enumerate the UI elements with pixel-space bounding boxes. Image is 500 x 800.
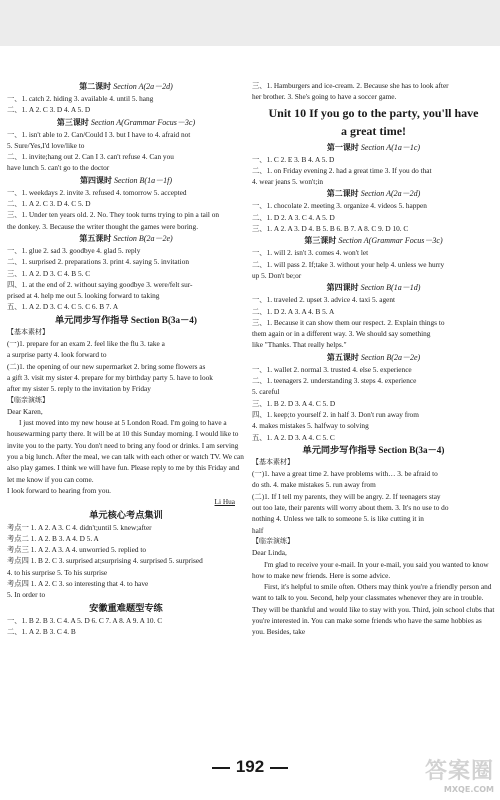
page-number: 192	[235, 757, 265, 776]
answer-line: up 5. Don't be;or	[252, 270, 302, 280]
material-label: 【临亲演练】	[7, 395, 49, 404]
section-heading-en: Section B(2a－2e)	[360, 352, 421, 362]
section-heading-cn: 第三课时	[304, 236, 337, 246]
section-heading-en: Section B(3a－4)	[378, 444, 445, 455]
answer-line: half	[252, 525, 264, 535]
section-heading-en: Section B(2a－2e)	[113, 233, 173, 243]
answer-line: 三、1. A 2. A 3. D 4. B 5. B 6. B 7. A 8. C 9. D 10. C	[252, 224, 409, 234]
material-label: 【基本素材】	[7, 327, 49, 336]
section-heading-en: Section A(2a－2d)	[113, 82, 173, 91]
section-heading-en: Section B(3a－4)	[130, 314, 197, 325]
answer-line: 三、1. Hamburgers and ice-cream. 2. Because she has to look after	[252, 81, 449, 90]
answer-line: 4. makes mistakes 5. halfway to solving	[252, 421, 369, 431]
section-heading	[7, 116, 245, 129]
section-heading-cn: 第一课时	[326, 142, 359, 152]
answer-line: 二、1. D 2. A 3. C 4. A 5. D	[252, 212, 335, 222]
essay-paragraph: I'm glad to receive your e-mail. In your e-mail, you said you wanted to know how to make new friends. Here is some advice.	[252, 559, 489, 580]
answer-line: 考点四 1. B 2. C 3. surprised at;surprising 4. surprised 5. surprised	[7, 556, 203, 566]
right-column	[252, 80, 495, 638]
essay-paragraph: First, it's helpful to smile often. Others may think you're a friendly person and want to talk to you. Second, help your classmates whenever they are in trouble. They will be thankful and would like to stay with you. Third, join school clubs that you're interested in. You can make some friends who have the same hobbies as you. Besides, take	[252, 582, 495, 637]
answer-line: them again or in a different way. 3. We should say something	[252, 329, 431, 339]
answer-line: 三、1. Under ten years old. 2. No. They took turns trying to pin a tail on	[7, 210, 220, 220]
section-heading	[252, 443, 495, 457]
answer-line: 二、1. A 2. C 3. D 4. C 5. D	[7, 199, 91, 209]
section-heading-cn: 第四课时	[80, 175, 112, 185]
unit-title: Unit 10 If you go to the party, you'll have	[268, 105, 479, 120]
unit-title: a great time!	[340, 123, 407, 138]
answer-line: Dear Karen,	[7, 406, 43, 416]
answer-line: 二、1. teenagers 2. understanding 3. steps 4. experience	[252, 376, 417, 386]
section-heading-en: Section A(Grammar Focus－3c)	[90, 117, 196, 127]
answer-line: after my sister 5. reply to the invitation by Friday	[7, 384, 151, 394]
section-heading-en: Section A(2a－2d)	[360, 189, 421, 199]
section-heading-cn: 第四课时	[326, 283, 359, 293]
section-heading	[7, 232, 245, 245]
answer-line: (二)1. If I tell my parents, they will be angry. 2. If teenagers stay	[252, 491, 441, 501]
section-heading-cn: 安徽重难题型专练	[89, 602, 163, 613]
section-heading-cn: 第二课时	[79, 82, 112, 91]
answer-line: 4. to his surprise 5. To his surprise	[7, 567, 108, 577]
essay-signature: Li Hua	[214, 497, 235, 507]
answer-line: 二、1. invite;hang out 2. Can I 3. can't refuse 4. Can you	[7, 152, 174, 162]
section-heading-en: Section A(1a－1c)	[360, 142, 421, 152]
answer-line: 三、1. B 2. D 3. A 4. C 5. D	[252, 398, 336, 408]
answer-line: I look forward to hearing from you.	[7, 485, 111, 495]
section-heading	[7, 174, 245, 187]
answer-line: 5. In order to	[7, 590, 46, 600]
section-heading-cn: 单元核心考点集训	[89, 509, 163, 520]
section-heading-cn: 第五课时	[326, 352, 359, 362]
answer-line: 一、1. glue 2. sad 3. goodbye 4. glad 5. reply	[7, 245, 141, 255]
answer-line: have lunch 5. can't go to the doctor	[7, 163, 110, 173]
answer-line: 5. Sure/Yes,I'd love/like to	[7, 140, 85, 150]
answer-line: 一、1. chocolate 2. meeting 3. organize 4. videos 5. happen	[252, 201, 427, 211]
answer-line: a gift 3. visit my sister 4. prepare for my birthday party 5. have to look	[7, 372, 213, 382]
answer-line: a surprise party 4. look forward to	[7, 350, 107, 360]
essay-paragraph: I just moved into my new house at 5 London Road. I'm going to have a housewarming party there. It will be at 10 this Sunday morning. I would like to invite you to the party. You don't need to bring any food or drinks. I am serving you a big lunch. After the meal, we can talk with each other or watch TV. We can also play games. I think we will have fun. Please reply to me by this Friday and let me know if you can come.	[7, 418, 244, 484]
answer-line: out too late, their parents will worry about them. 3. It's no use to do	[252, 503, 449, 513]
section-heading-en: Section B(1a－1d)	[360, 283, 421, 293]
section-heading	[252, 281, 495, 294]
watermark-logo-text: 答案圈	[424, 759, 494, 784]
answer-line: 5. careful	[252, 387, 280, 397]
answer-line: 二、1. A 2. C 3. D 4. A 5. D	[7, 105, 91, 115]
section-heading-en: Section B(1a－1f)	[114, 175, 172, 185]
section-heading-cn: 第三课时	[56, 117, 89, 127]
answer-line: 二、1. surprised 2. preparations 3. print 4. saying 5. invitation	[7, 257, 189, 267]
section-heading	[7, 80, 245, 93]
answer-line: 五、1. A 2. D 3. A 4. C 5. C	[252, 432, 335, 442]
answer-line: (一)1. have a great time 2. have problems with… 3. be afraid to	[252, 469, 438, 479]
section-heading	[252, 141, 495, 154]
answer-line: 三、1. Because it can show them our respect. 2. Explain things to	[252, 317, 445, 327]
material-label: 【基本素材】	[252, 457, 294, 466]
answer-line: (二)1. the opening of our new supermarket 2. bring some flowers as	[7, 361, 206, 371]
answer-line: like "Thanks. That really helps."	[252, 340, 347, 350]
section-heading	[252, 187, 495, 200]
answer-line: the donkey. 3. Because the writer thought the games were boring.	[7, 221, 199, 231]
section-heading	[7, 601, 245, 615]
answer-line: 四、1. at the end of 2. without saying goodbye 3. were/felt sur-	[7, 279, 193, 289]
answer-line: 考点四 1. A 2. C 3. so interesting that 4. to have	[7, 578, 149, 588]
section-heading	[7, 313, 245, 327]
answer-line: 二、1. on Friday evening 2. had a great time 3. If you do that	[252, 165, 432, 175]
section-heading	[252, 351, 495, 364]
answer-line: 4. wear jeans 5. won't;in	[252, 177, 324, 187]
answer-line: 二、1. D 2. A 3. A 4. B 5. A	[252, 306, 335, 316]
answer-line: do sth. 4. make mistakes 5. run away from	[252, 480, 376, 490]
section-heading-cn: 第五课时	[79, 233, 112, 243]
answer-line: 五、1. A 2. D 3. C 4. C 5. C 6. B 7. A	[7, 302, 119, 312]
answer-line: 三、1. A 2. D 3. C 4. B 5. C	[7, 268, 91, 278]
answer-line: 四、1. keep;to yourself 2. in half 3. Don't run away from	[252, 409, 419, 419]
section-heading	[252, 234, 495, 247]
section-heading-cn: 第二课时	[326, 189, 359, 199]
answer-line: 一、1. catch 2. hiding 3. available 4. until 5. hang	[7, 94, 154, 103]
section-heading-en: Section A(Grammar Focus－3c)	[338, 236, 443, 246]
answer-line: prised at 4. help me out 5. looking forward to taking	[7, 291, 160, 301]
answer-line: 考点二 1. A 2. B 3. A 4. D 5. A	[7, 533, 99, 543]
answer-line: 一、1. wallet 2. normal 3. trusted 4. else 5. experience	[252, 364, 412, 374]
answer-line: 一、1. isn't able to 2. Can/Could I 3. but I have to 4. afraid not	[7, 129, 191, 139]
answer-line: 二、1. A 2. B 3. C 4. B	[7, 626, 76, 636]
answer-line: Dear Linda,	[252, 548, 287, 558]
material-label: 【临亲演练】	[252, 536, 294, 545]
answer-line: 二、1. will pass 2. If;take 3. without your help 4. unless we hurry	[252, 259, 445, 269]
answer-line: 一、1. C 2. E 3. B 4. A 5. D	[252, 154, 335, 164]
answer-line: 一、1. weekdays 2. invite 3. refused 4. tomorrow 5. accepted	[7, 187, 187, 197]
top-scan-band	[0, 0, 500, 46]
answer-line: nothing 4. Unless we talk to someone 5. is like cutting it in	[252, 514, 424, 524]
left-column	[7, 80, 245, 637]
watermark-logo	[425, 754, 494, 794]
answer-line: her brother. 3. She's going to have a soccer game.	[252, 92, 397, 102]
answer-line: 一、1. will 2. isn't 3. comes 4. won't let	[252, 248, 369, 258]
section-heading	[7, 508, 245, 522]
watermark-url: MXQE.COM	[443, 785, 494, 794]
answer-line: 一、1. B 2. B 3. C 4. A 5. D 6. C 7. A 8. A 9. A 10. C	[7, 615, 163, 625]
answer-line: 一、1. traveled 2. upset 3. advice 4. taxi 5. agent	[252, 295, 396, 305]
section-heading-cn: 单元同步写作指导	[302, 444, 377, 455]
section-heading-cn: 单元同步写作指导	[55, 314, 129, 325]
answer-line: 考点一 1. A 2. A 3. C 4. didn't;until 5. knew;after	[7, 522, 152, 532]
answer-line: (一)1. prepare for an exam 2. feel like the flu 3. take a	[7, 339, 165, 349]
answer-line: 考点三 1. A 2. A 3. A 4. unworried 5. replied to	[7, 545, 147, 555]
